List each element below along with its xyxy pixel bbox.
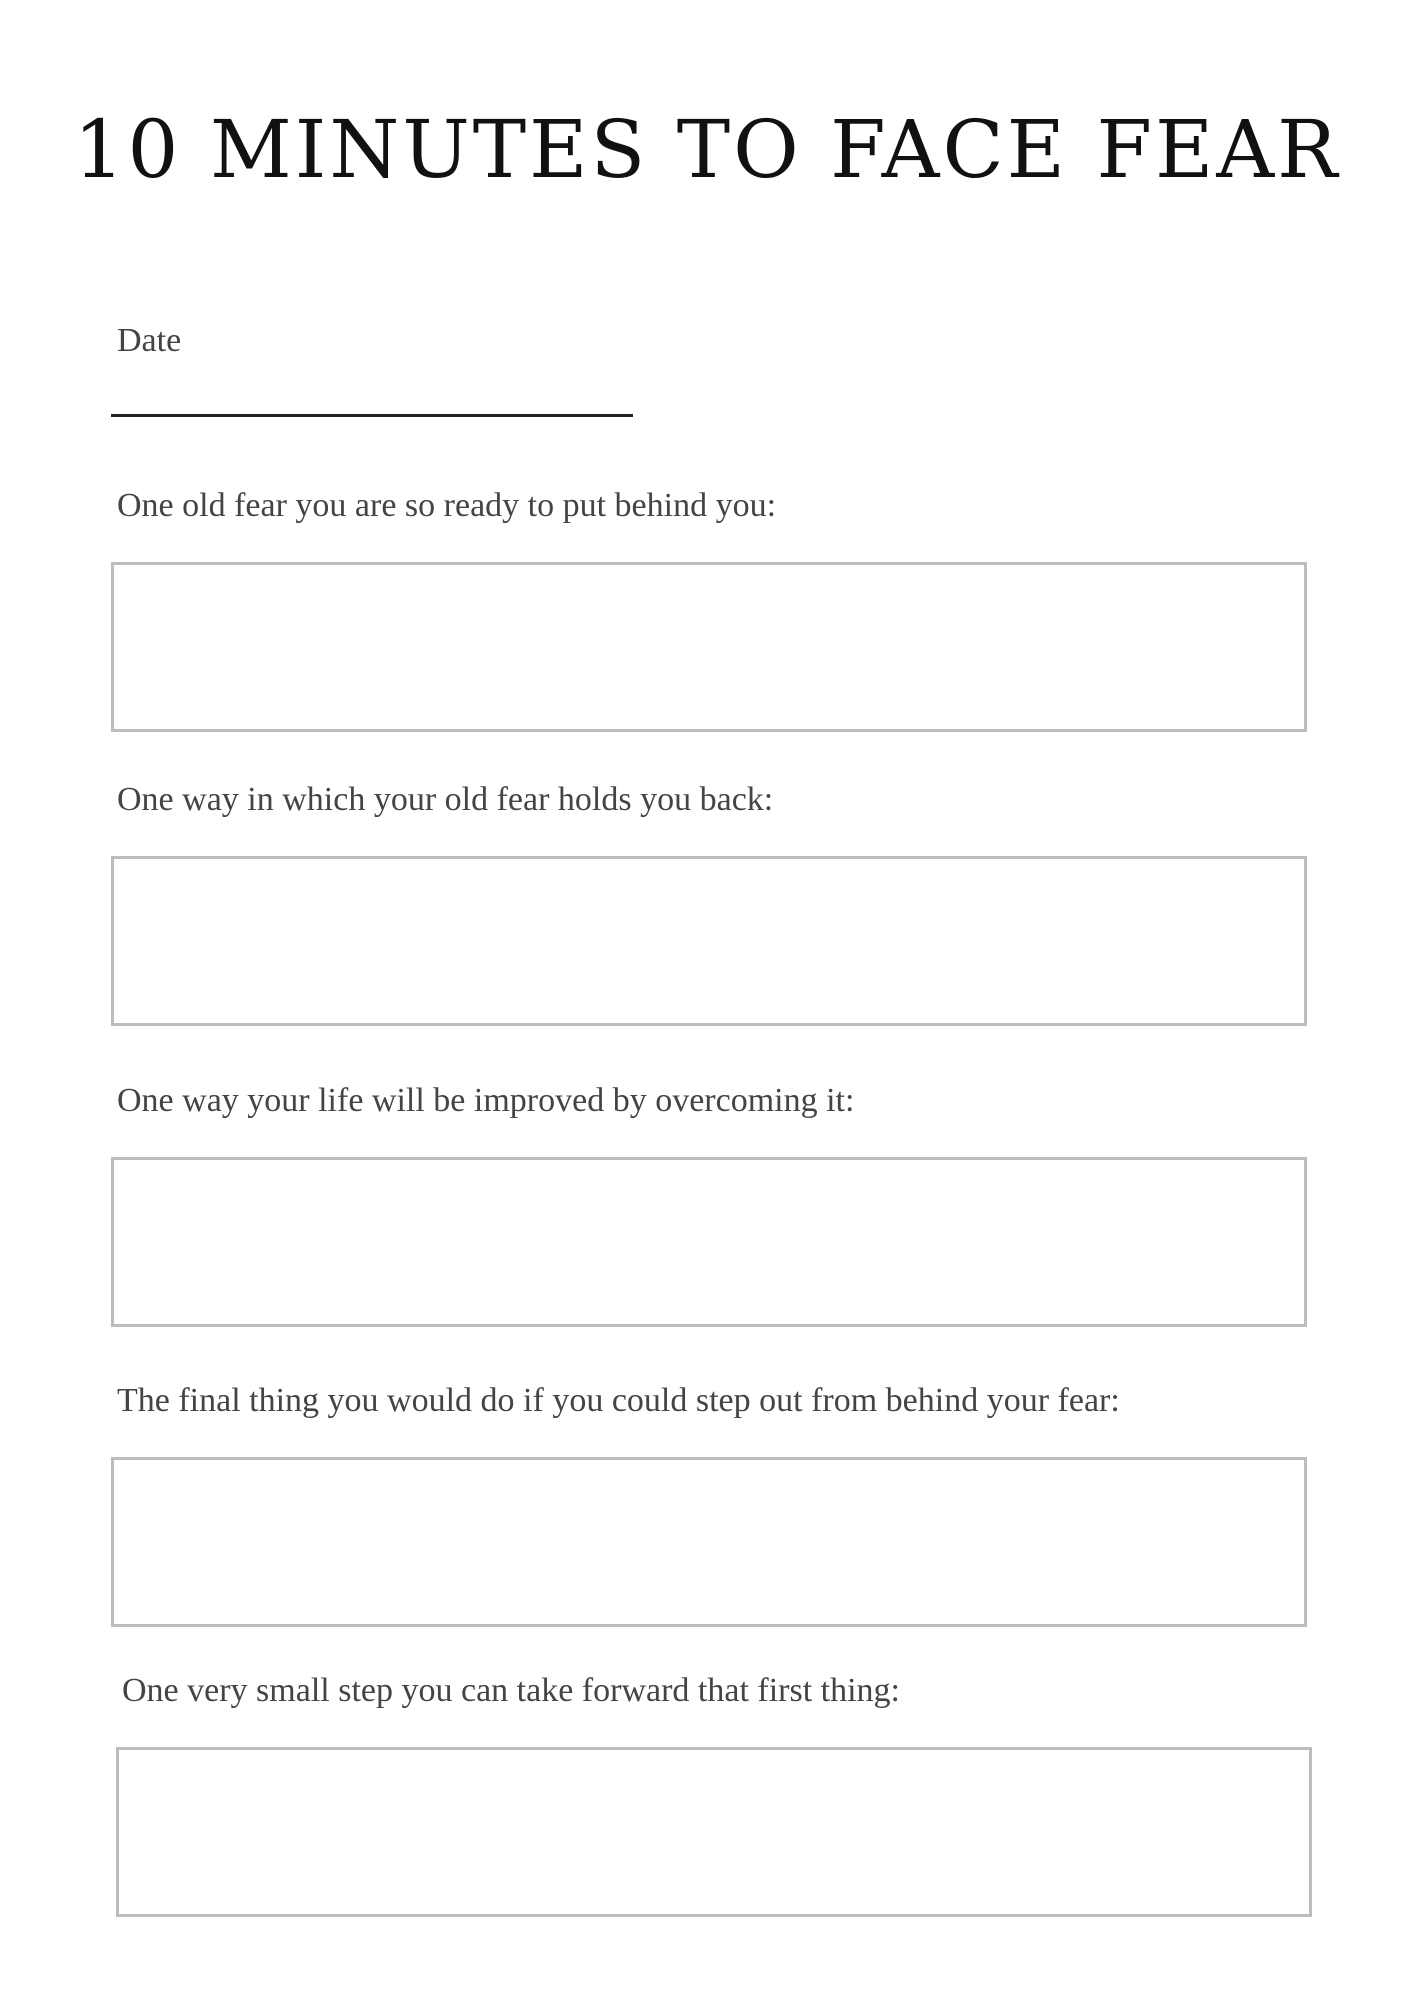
answer-box-4[interactable]	[111, 1457, 1307, 1627]
answer-box-2[interactable]	[111, 856, 1307, 1026]
prompt-label-4: The final thing you would do if you could step out from behind your fear:	[117, 1382, 1120, 1419]
prompt-label-2: One way in which your old fear holds you back:	[117, 781, 774, 818]
prompt-label-3: One way your life will be improved by overcoming it:	[117, 1082, 855, 1119]
answer-box-3[interactable]	[111, 1157, 1307, 1327]
prompt-label-5: One very small step you can take forward that first thing:	[122, 1672, 900, 1709]
page-title: 10 MINUTES TO FACE FEAR	[73, 103, 1341, 196]
answer-box-1[interactable]	[111, 562, 1307, 732]
date-entry-line[interactable]	[111, 414, 633, 417]
answer-box-5[interactable]	[116, 1747, 1312, 1917]
date-label: Date	[117, 322, 182, 359]
prompt-label-1: One old fear you are so ready to put behind you:	[117, 487, 777, 524]
